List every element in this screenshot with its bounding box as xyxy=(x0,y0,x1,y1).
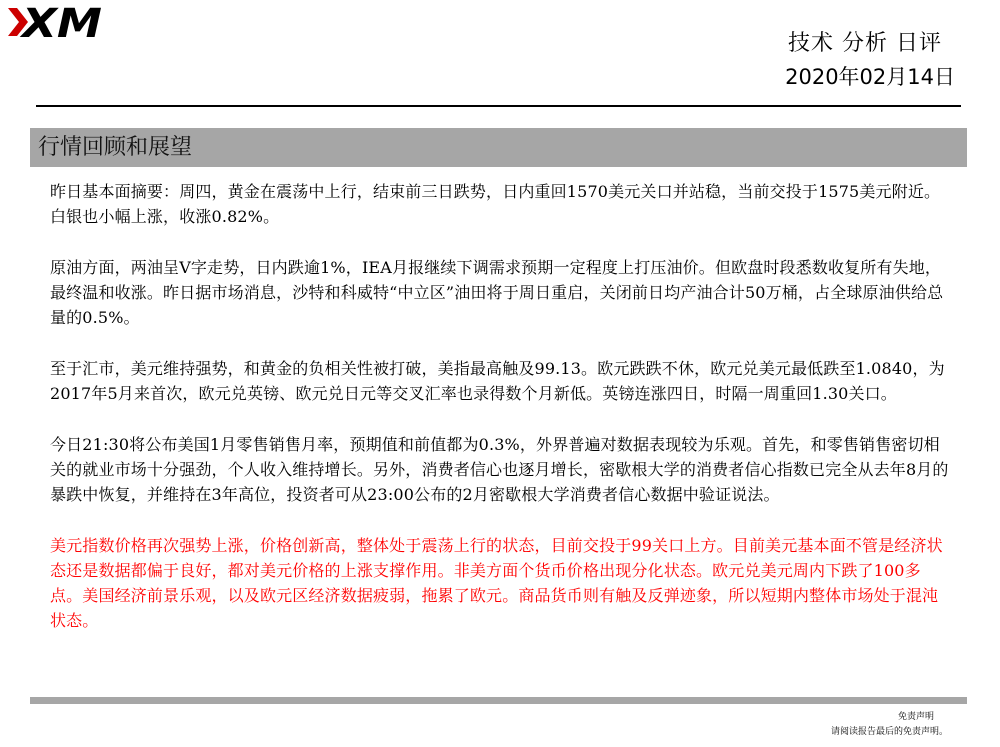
report-body xyxy=(50,179,950,659)
footer-bar xyxy=(30,697,967,704)
disclaimer-note: 请阅读报告最后的免责声明。 xyxy=(830,727,948,737)
paragraph-forex: 至于汇市，美元维持强势，和黄金的负相关性被打破，美指最高触及99.13。欧元跌跌不休，欧元兑美元最低跌至1.0840，为2017年5月来首次，欧元兑英镑、欧元兑日元等交叉汇率也录得数个月新低。英镑连涨四日，时隔一周重回1.30关口。 xyxy=(50,359,945,403)
header-divider xyxy=(36,105,961,107)
xm-logo xyxy=(8,2,104,44)
report-type-title: 技术 分析 日评 xyxy=(788,31,942,56)
section-header-bar xyxy=(30,128,967,167)
paragraph-fundamentals: 昨日基本面摘要：周四，黄金在震荡中上行，结束前三日跌势，日内重回1570美元关口并站稳，当前交投于1575美元附近。白银也小幅上涨，收涨0.82%。 xyxy=(50,182,941,226)
report-date: 2020年02月14日 xyxy=(785,65,955,89)
paragraph-retail-sales: 今日21:30将公布美国1月零售销售月率，预期值和前值都为0.3%，外界普遍对数据表现较为乐观。首先，和零售销售密切相关的就业市场十分强劲，个人收入维持增长。另外，消费者信心也逐月增长，密歇根大学的消费者信心指数已完全从去年8月的暴跌中恢复，并维持在3年高位，投资者可从23:00公布的2月密歇根大学消费者信心数据中验证说法。 xyxy=(50,435,949,504)
paragraph-usd-outlook: 美元指数价格再次强势上涨，价格创新高，整体处于震荡上行的状态，目前交投于99关口上方。目前美元基本面不管是经济状态还是数据都偏于良好，都对美元价格的上涨支撑作用。非美方面个货币价格出现分化状态。欧元兑美元周内下跌了100多点。美国经济前景乐观，以及欧元区经济数据疲弱，拖累了欧元。商品货币则有触及反弹迹象，所以短期内整体市场处于混沌状态。 xyxy=(50,536,943,630)
section-title: 行情回顾和展望 xyxy=(38,135,193,160)
logo-text: XM xyxy=(18,2,103,44)
disclaimer-title: 免责声明 xyxy=(897,712,934,722)
paragraph-crude-oil: 原油方面，两油呈V字走势，日内跌逾1%，IEA月报继续下调需求预期一定程度上打压油价。但欧盘时段悉数收复所有失地，最终温和收涨。昨日据市场消息，沙特和科威特“中立区”油田将于周日重启，关闭前日均产油合计50万桶，占全球原油供给总量的0.5%。 xyxy=(50,258,944,327)
